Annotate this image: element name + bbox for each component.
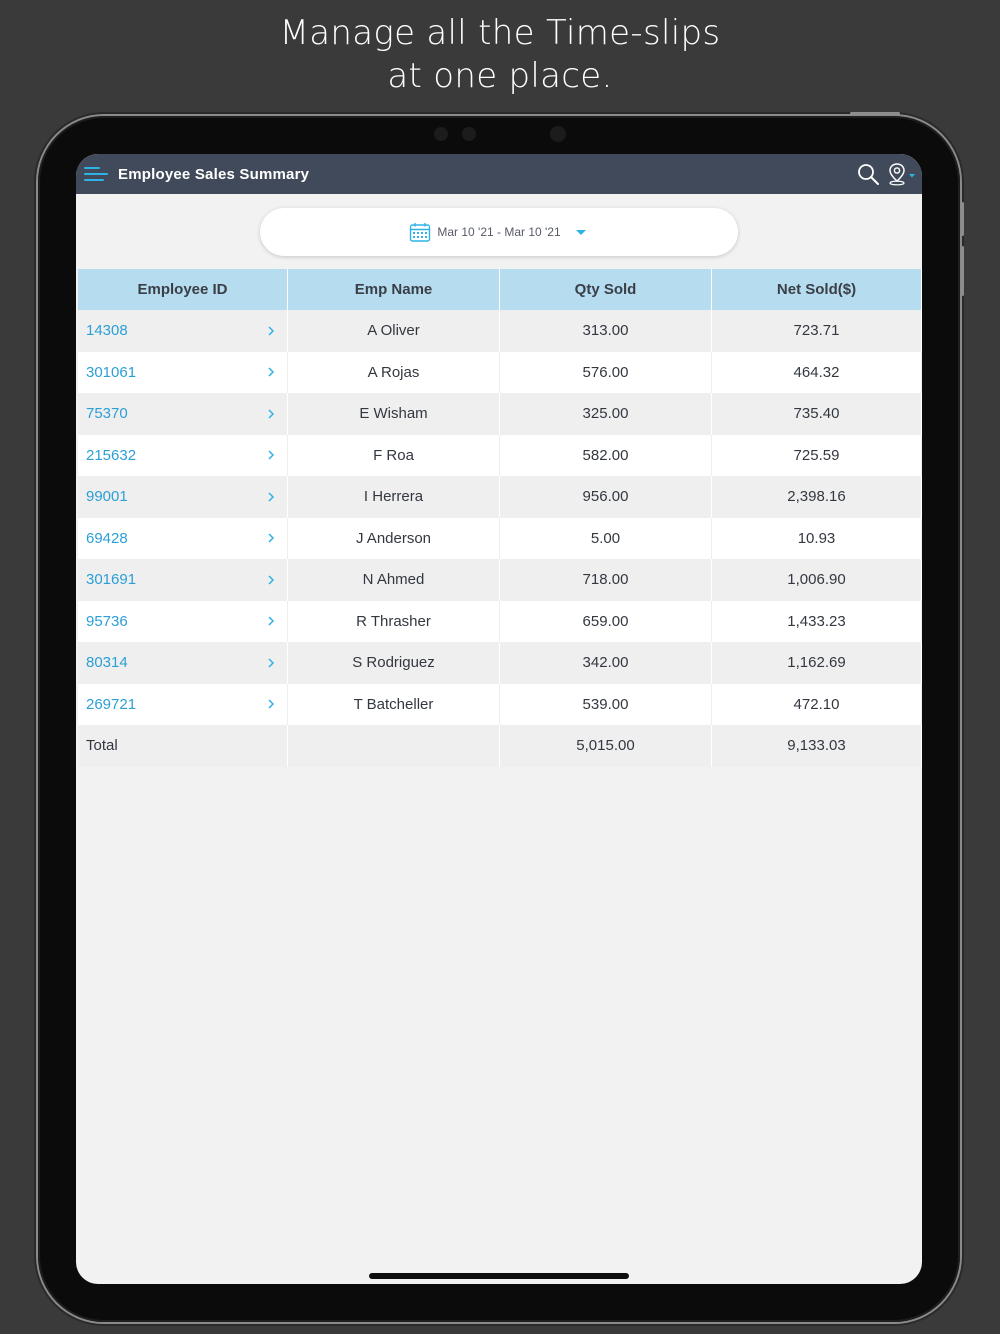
employee-name: A Oliver (288, 310, 500, 352)
camera-sensor-middle (462, 127, 476, 141)
top-button (850, 112, 900, 115)
net-sold: 2,398.16 (712, 476, 922, 518)
app-header (76, 154, 922, 194)
employee-id-link[interactable]: 75370 (86, 405, 128, 423)
column-header-net-sold[interactable]: Net Sold($) (712, 269, 922, 310)
side-button-upper (961, 202, 964, 236)
table-row[interactable] (78, 684, 922, 726)
table-row[interactable] (78, 642, 922, 684)
camera-lens (550, 126, 566, 142)
column-header-qty-sold[interactable]: Qty Sold (500, 269, 712, 310)
table-row[interactable] (78, 352, 922, 394)
app-screen (76, 154, 922, 1284)
qty-sold: 539.00 (500, 684, 712, 726)
employee-id-link[interactable]: 215632 (86, 446, 137, 464)
chevron-right-icon[interactable] (265, 408, 277, 420)
hamburger-menu-icon[interactable] (84, 165, 110, 183)
page-title: Employee Sales Summary (118, 165, 310, 183)
qty-sold: 582.00 (500, 435, 712, 477)
table-row[interactable] (78, 559, 922, 601)
employee-id-link[interactable]: 269721 (86, 695, 137, 713)
employee-name: I Herrera (288, 476, 500, 518)
chevron-right-icon[interactable] (265, 491, 277, 503)
employee-name: A Rojas (288, 352, 500, 394)
employee-id-link[interactable]: 80314 (86, 654, 128, 672)
employee-name: R Thrasher (288, 601, 500, 643)
chevron-right-icon[interactable] (265, 698, 277, 710)
qty-sold: 5.00 (500, 518, 712, 560)
headline-line-1: Manage all the Time-slips (279, 13, 721, 53)
net-sold: 1,433.23 (712, 601, 922, 643)
qty-sold: 718.00 (500, 559, 712, 601)
net-sold: 735.40 (712, 393, 922, 435)
employee-name: S Rodriguez (288, 642, 500, 684)
employee-id-link[interactable]: 301691 (86, 571, 137, 589)
net-sold: 725.59 (712, 435, 922, 477)
total-net-sold: 9,133.03 (712, 725, 922, 767)
table-total-row (78, 725, 922, 767)
net-sold: 472.10 (712, 684, 922, 726)
qty-sold: 576.00 (500, 352, 712, 394)
employee-name: E Wisham (288, 393, 500, 435)
net-sold: 1,162.69 (712, 642, 922, 684)
search-icon[interactable] (856, 162, 880, 186)
dropdown-caret-icon (573, 227, 589, 237)
total-name-empty (288, 725, 500, 767)
chevron-right-icon[interactable] (265, 574, 277, 586)
home-indicator[interactable] (369, 1273, 629, 1279)
employee-id-link[interactable]: 99001 (86, 488, 128, 506)
date-range-label: Mar 10 '21 - Mar 10 '21 (437, 225, 561, 239)
employee-id-link[interactable]: 95736 (86, 612, 128, 630)
total-qty-sold: 5,015.00 (500, 725, 712, 767)
total-label: Total (78, 725, 288, 767)
table-header-row (78, 269, 922, 310)
net-sold: 10.93 (712, 518, 922, 560)
camera-sensor-left (434, 127, 448, 141)
employee-name: T Batcheller (288, 684, 500, 726)
column-header-employee-id[interactable]: Employee ID (78, 269, 288, 310)
table-row[interactable] (78, 476, 922, 518)
location-pin-icon[interactable] (886, 162, 916, 186)
table-row[interactable] (78, 435, 922, 477)
chevron-right-icon[interactable] (265, 449, 277, 461)
calendar-icon (409, 222, 431, 242)
table-row[interactable] (78, 518, 922, 560)
chevron-right-icon[interactable] (265, 366, 277, 378)
net-sold: 1,006.90 (712, 559, 922, 601)
employee-name: F Roa (288, 435, 500, 477)
qty-sold: 342.00 (500, 642, 712, 684)
headline-line-2: at one place. (387, 56, 613, 96)
qty-sold: 956.00 (500, 476, 712, 518)
marketing-headline (0, 12, 1000, 98)
sales-table (78, 269, 922, 767)
employee-id-link[interactable]: 69428 (86, 529, 128, 547)
header-actions (856, 162, 916, 186)
qty-sold: 313.00 (500, 310, 712, 352)
table-row[interactable] (78, 601, 922, 643)
column-header-emp-name[interactable]: Emp Name (288, 269, 500, 310)
employee-id-link[interactable]: 14308 (86, 322, 128, 340)
employee-name: J Anderson (288, 518, 500, 560)
chevron-right-icon[interactable] (265, 657, 277, 669)
net-sold: 723.71 (712, 310, 922, 352)
chevron-right-icon[interactable] (265, 325, 277, 337)
table-row[interactable] (78, 393, 922, 435)
qty-sold: 325.00 (500, 393, 712, 435)
table-row[interactable] (78, 310, 922, 352)
chevron-right-icon[interactable] (265, 532, 277, 544)
date-range-selector[interactable] (260, 208, 738, 256)
chevron-right-icon[interactable] (265, 615, 277, 627)
employee-id-link[interactable]: 301061 (86, 363, 137, 381)
ipad-frame (38, 116, 960, 1322)
side-button-lower (961, 246, 964, 296)
qty-sold: 659.00 (500, 601, 712, 643)
net-sold: 464.32 (712, 352, 922, 394)
employee-name: N Ahmed (288, 559, 500, 601)
